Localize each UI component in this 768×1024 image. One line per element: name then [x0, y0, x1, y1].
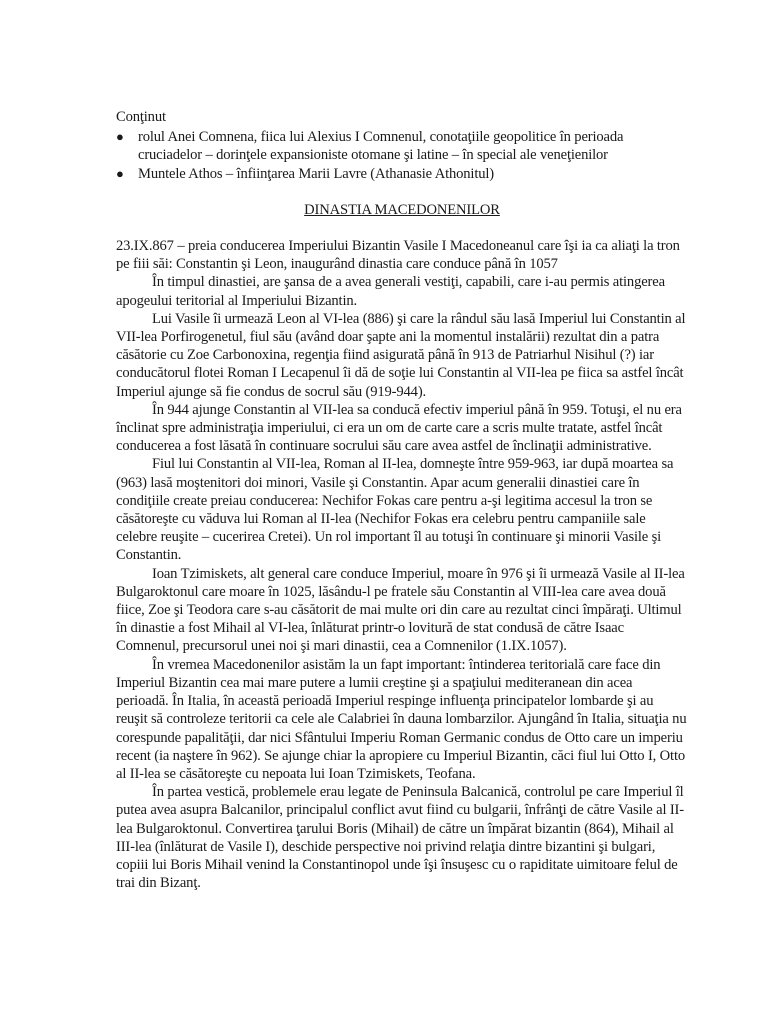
- paragraph: În vremea Macedonenilor asistăm la un fapt important: întinderea teritorială care face din Imperiul Bizantin cea mai mare putere a lumii creştine şi a spaţiului mediteranean din acea perioadă. În Italia, în această perioadă Imperiul respinge influenţa principatelor lombarde şi au reuşit să controleze teritorii ca cele ale Calabriei în dauna lombarzilor. Ajungând în Italia, situaţia nu corespunde papalităţii, dar nici Sfântului Imperiu Roman Germanic condus de Otto care un imperiu recent (ia naştere în 962). Se ajunge chiar la apropiere cu Imperiul Bizantin, căci fiul lui Otto I, Otto al II-lea se căsătoreşte cu nepoata lui Ioan Tzimiskets, Teofana.: [116, 656, 687, 782]
- bullet-icon: ●: [116, 129, 124, 145]
- list-item: [116, 128, 688, 164]
- paragraph: Fiul lui Constantin al VII-lea, Roman al II-lea, domneşte între 959-963, iar după moartea sa (963) lasă moştenitori doi minori, Vasile şi Constantin. Apar acum generalii dinastiei care în condiţiile create preiau conducerea: Nechifor Fokas care pentru a-şi legitima accesul la tron se căsătoreşte cu văduva lui Roman al II-lea (Nechifor Fokas era celebru pentru campaniile sale celebre reuşite – cucerirea Cretei). Un rol important îl au totuşi în continuare şi minorii Vasile şi Constantin.: [116, 456, 674, 564]
- paragraph: În 944 ajunge Constantin al VII-lea sa conducă efectiv imperiul până în 959. Totuşi, el nu era înclinat spre administraţia imperiului, ci era un om de carte care a scris multe tratate, astfel încât conducerea a fost lăsată în continuare socrului său care avea astfel de înclinaţii administrative.: [116, 401, 682, 455]
- section-title: DINASTIA MACEDONENILOR: [304, 201, 500, 218]
- list-item-text: rolul Anei Comnena, fiica lui Alexius I Comnenul, conotaţiile geopolitice în perioada cruciadelor – dorinţele expansioniste otomane şi latine – în special ale veneţienilor: [138, 129, 624, 164]
- bullet-icon: ●: [116, 165, 124, 181]
- paragraph: Lui Vasile îi urmează Leon al VI-lea (886) şi care la rândul său lasă Imperiul lui Constantin al VII-lea Porfirogenetul, fiul său (având doar şapte ani la momentul instalării) rezultat din a patra căsătorie cu Zoe Carbonoxina, regenţia fiind asigurată până în 913 de Patriarhul Nisihul (?) iar conducătorul flotei Roman I Lecapenul îi dă de soţie lui Constantin al VII-lea pe fiica sa astfel încât Imperiul ajunge să fie condus de socrul său (919-944).: [116, 310, 686, 400]
- paragraph: În partea vestică, problemele erau legate de Peninsula Balcanică, controlul pe care Imperiul îl putea avea asupra Balcanilor, principalul conflict avut fiind cu bulgarii, înfrânţi de către Vasile al II-lea Bulgaroktonul. Convertirea ţarului Boris (Mihail) de către un împărat bizantin (864), Mihail al III-lea (înlăturat de Vasile I), deschide perspective noi privind relaţia dintre bizantini şi bulgari, copiii lui Boris Mihail venind la Constantinopol unde îşi însuşesc cu o rapiditate uimitoare felul de trai din Bizanţ.: [116, 784, 684, 892]
- contents-label: Conţinut: [116, 109, 166, 125]
- list-item-text: Muntele Athos – înfiinţarea Marii Lavre (Athanasie Athonitul): [138, 165, 495, 182]
- paragraph: Ioan Tzimiskets, alt general care conduce Imperiul, moare în 976 şi îi urmează Vasile al II-lea Bulgaroktonul care moare în 1025, lăsându-l pe fratele său Constantin al VIII-lea care avea două fiice, Zoe şi Teodora care s-au căsătorit de mai multe ori din care au rezultat cinci împăraţi. Ultimul în dinastie a fost Mihail al VI-lea, înlăturat printr-o lovitură de stat condusă de către Isaac Comnenul, precursorul unei noi şi mari dinastii, cea a Comnenilor (1.IX.1057).: [116, 565, 685, 655]
- paragraph: În timpul dinastiei, are şansa de a avea generali vestiţi, capabili, care i-au permis atingerea apogeului teritorial al Imperiului Bizantin.: [116, 274, 665, 309]
- contents-list: [116, 128, 688, 183]
- paragraph: 23.IX.867 – preia conducerea Imperiului Bizantin Vasile I Macedoneanul care îşi ia ca aliaţi la tron pe fiii săi: Constantin şi Leon, inaugurând dinastia care conduce până în 1057: [116, 238, 680, 273]
- list-item: [116, 165, 688, 183]
